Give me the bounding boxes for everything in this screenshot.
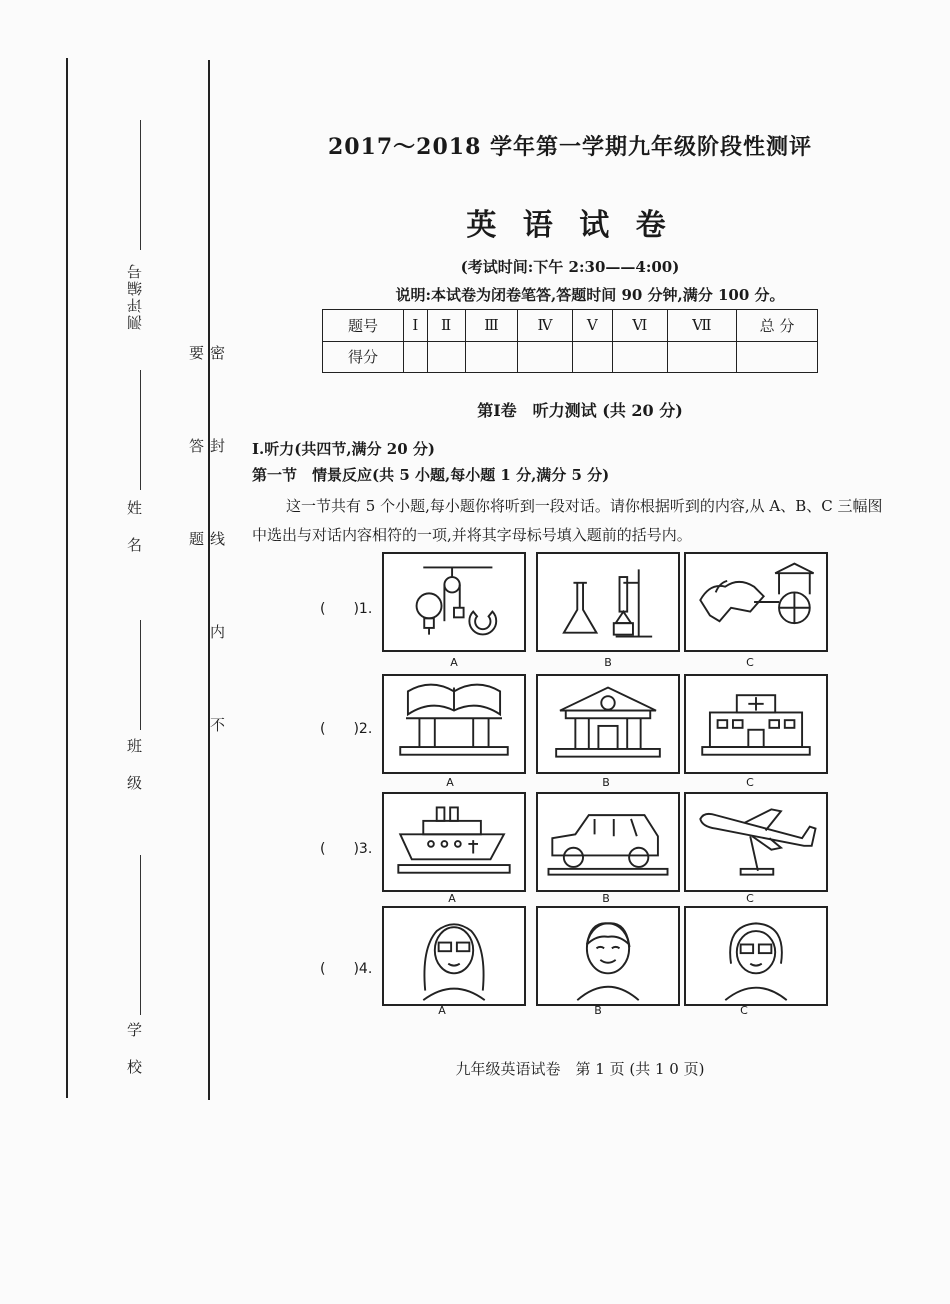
part-title: Ⅰ.听力(共四节,满分 20 分)	[252, 440, 435, 458]
picture-option-b	[536, 674, 680, 774]
score-table-row	[323, 310, 818, 342]
score-cell	[427, 341, 465, 373]
name-label: 姓 名	[125, 500, 143, 554]
exam-title: 2017～2018 学年第一学期九年级阶段性测评	[327, 134, 813, 160]
seal-line-text: 密 封 线 内 不 要 答 题	[187, 345, 226, 762]
column-header: Ⅵ	[612, 310, 667, 342]
hospital-icon	[686, 676, 826, 772]
subsection-title: 第一节 情景反应(共 5 小题,每小题 1 分,满分 5 分)	[252, 466, 610, 484]
class-blank	[140, 620, 141, 730]
instruction-text: 这一节共有 5 个小题,每小题你将听到一段对话。请你根据听到的内容,从 A、B、C 三幅图中选出与对话内容相符的一项,并将其字母标号填入题前的括号内。	[252, 497, 883, 544]
car-icon	[538, 794, 678, 890]
class-label: 班 级	[125, 738, 143, 792]
option-letter: B	[594, 1004, 602, 1017]
option-letter: B	[604, 656, 612, 669]
picture-option-a	[382, 792, 526, 892]
option-letter: B	[602, 776, 610, 789]
score-cell	[404, 341, 428, 373]
library-book-icon	[384, 676, 524, 772]
option-letter: C	[746, 892, 754, 905]
airplane-icon	[686, 794, 826, 890]
option-letter: C	[746, 656, 754, 669]
column-header: Ⅰ	[404, 310, 428, 342]
score-cell	[518, 341, 572, 373]
option-letter: A	[446, 776, 454, 789]
score-cell	[737, 341, 818, 373]
question-number: ( )2.	[320, 721, 373, 737]
row-label: 得分	[323, 341, 404, 373]
chariot-icon	[686, 554, 826, 650]
option-letter: B	[602, 892, 610, 905]
name-blank	[140, 370, 141, 490]
exam-time: (考试时间:下午 2:30——4:00)	[460, 258, 680, 276]
column-header: Ⅴ	[572, 310, 612, 342]
score-table	[322, 309, 818, 373]
girl-short-hair-glasses-icon	[686, 908, 826, 1004]
ship-icon	[384, 794, 524, 890]
column-header: Ⅶ	[667, 310, 736, 342]
school-blank	[140, 855, 141, 1015]
option-letter: C	[740, 1004, 748, 1017]
picture-option-b	[536, 906, 680, 1006]
bank-building-icon	[538, 676, 678, 772]
picture-option-a	[382, 552, 526, 652]
option-letter: C	[746, 776, 754, 789]
option-letter: A	[448, 892, 456, 905]
question-number: ( )4.	[320, 961, 373, 977]
boy-short-hair-icon	[538, 908, 678, 1004]
picture-option-a	[382, 906, 526, 1006]
school-label: 学 校	[125, 1022, 143, 1076]
eval-no-label: 测评编号	[126, 262, 144, 330]
exam-note: 说明:本试卷为闭卷笔答,答题时间 90 分钟,满分 100 分。	[395, 286, 785, 304]
subject-title: 英 语 试 卷	[466, 208, 674, 243]
flask-apparatus-icon	[538, 554, 678, 650]
column-header: Ⅳ	[518, 310, 572, 342]
eval-no-blank	[140, 120, 141, 250]
girl-long-hair-glasses-icon	[384, 908, 524, 1004]
question-number: ( )1.	[320, 601, 373, 617]
score-cell	[572, 341, 612, 373]
picture-option-b	[536, 792, 680, 892]
score-table-row	[323, 341, 818, 373]
column-header: 总 分	[737, 310, 818, 342]
page-footer: 九年级英语试卷 第 1 页 (共 1 0 页)	[455, 1060, 705, 1078]
score-cell	[612, 341, 667, 373]
picture-option-c	[684, 552, 828, 652]
score-cell	[465, 341, 518, 373]
binding-line-left	[66, 58, 68, 1098]
column-header: Ⅱ	[427, 310, 465, 342]
option-letter: A	[450, 656, 458, 669]
picture-option-c	[684, 906, 828, 1006]
picture-option-a	[382, 674, 526, 774]
column-header: Ⅲ	[465, 310, 518, 342]
lightbulb-pulley-magnet-icon	[384, 554, 524, 650]
picture-option-c	[684, 674, 828, 774]
row-label: 题号	[323, 310, 404, 342]
option-letter: A	[438, 1004, 446, 1017]
picture-option-c	[684, 792, 828, 892]
score-cell	[667, 341, 736, 373]
question-number: ( )3.	[320, 841, 373, 857]
section-title: 第Ⅰ卷 听力测试 (共 20 分)	[477, 401, 683, 420]
picture-option-b	[536, 552, 680, 652]
